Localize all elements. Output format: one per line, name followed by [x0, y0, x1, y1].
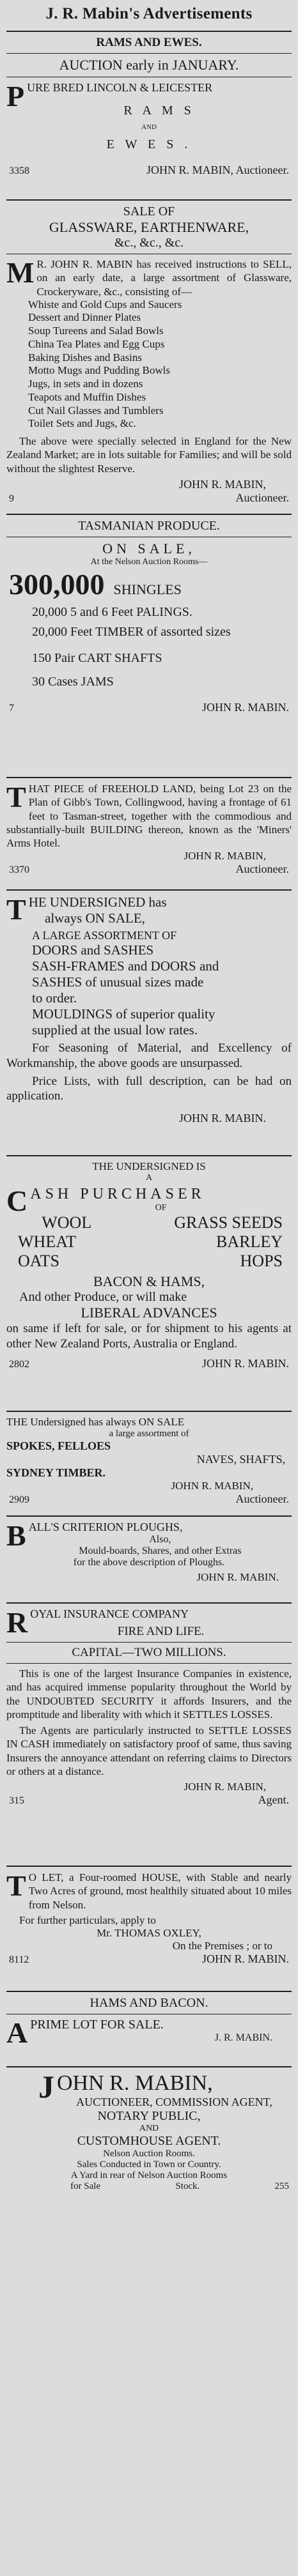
divider	[6, 1155, 292, 1156]
produce-row	[6, 1252, 292, 1271]
ad-text: AND	[141, 123, 157, 131]
divider	[6, 1663, 292, 1664]
ad-number: 2909	[9, 1494, 29, 1505]
ad-hams-bacon	[6, 1996, 292, 2062]
ad-to-let	[6, 1871, 292, 1987]
drop-cap: T	[6, 781, 26, 813]
page-title: J. R. Mabin's Advertisements	[45, 5, 253, 22]
signer: JOHN R. MABIN.	[201, 1356, 289, 1370]
role: Auctioneer.	[235, 862, 289, 876]
ad-text: LIBERAL ADVANCES	[81, 1305, 217, 1321]
ad-text: Nelson Auction Rooms.	[103, 2149, 195, 2159]
role: Auctioneer.	[235, 164, 289, 176]
signer: JOHN R. MABIN.	[201, 1952, 289, 1965]
ad-text: DOORS and SASHES	[32, 942, 154, 958]
ad-text: WOOL	[42, 1213, 92, 1232]
ad-text: CAPITAL—TWO MILLIONS.	[72, 1646, 226, 1659]
ad-doors-sashes	[6, 894, 292, 1151]
ad-text: R. JOHN R. MABIN has received instructions to SELL, on an early date, a large assortment of Glassware, Crockeryware, &c., consisting of—	[36, 258, 292, 298]
ad-number: 8112	[9, 1954, 29, 1965]
ad-royal-insurance	[6, 1607, 292, 1862]
signature	[6, 1952, 292, 1966]
divider	[6, 199, 292, 201]
ad-text: Mr. THOMAS OXLEY,	[97, 1926, 201, 1939]
ad-freehold-land	[6, 782, 292, 885]
ad-text: NOTARY PUBLIC,	[97, 2109, 201, 2123]
ad-number: 315	[9, 1795, 24, 1806]
ad-text: The Agents are particularly instructed to SETTLE LOSSES IN CASH immediately on satisfactory proof of same, thus saving Insurers the annoyance attendant on referring claims to Directors or others at a distance.	[6, 1724, 292, 1777]
ad-text: for the above description of Ploughs.	[73, 1557, 225, 1568]
drop-cap: A	[6, 2016, 28, 2049]
ad-text: A LARGE ASSORTMENT OF	[32, 929, 177, 942]
divider	[6, 1411, 292, 1412]
divider	[6, 53, 292, 54]
ad-text: GRASS SEEDS	[174, 1213, 283, 1232]
ad-text: always ON SALE,	[45, 910, 145, 926]
ad-text: R A M S	[123, 103, 195, 118]
signer: J. R. MABIN.	[214, 2032, 272, 2043]
list-item: Whiste and Gold Cups and Saucers	[28, 298, 182, 310]
role: Auctioneer.	[235, 1492, 289, 1505]
ad-text: 20,000 5 and 6 Feet PALINGS.	[32, 605, 192, 619]
produce-row	[30, 1213, 292, 1232]
item-list	[6, 298, 292, 431]
ad-text: E W E S .	[106, 137, 192, 151]
ad-number: 2802	[9, 1358, 29, 1370]
ad-title: SALE OF	[123, 204, 175, 218]
role: Auctioneer.	[235, 491, 289, 504]
ad-text: 300,000	[9, 568, 105, 601]
ad-text: supplied at the usual low rates.	[32, 1022, 198, 1038]
produce-row	[6, 1232, 292, 1252]
ad-text: ALL'S CRITERION PLOUGHS,	[28, 1521, 183, 1533]
ad-text: SASHES of unusual sizes made	[32, 974, 204, 990]
ad-text: For further particulars, apply to	[19, 1913, 156, 1926]
signer: JOHN R. MABIN.	[196, 1571, 279, 1583]
ad-number: 255	[274, 2181, 289, 2191]
ad-title: GLASSWARE, EARTHENWARE,	[49, 219, 249, 235]
ad-text: PRIME LOT FOR SALE.	[30, 2018, 164, 2032]
divider	[6, 889, 292, 891]
signer: JOHN R. MABIN.	[201, 701, 289, 714]
divider	[6, 777, 292, 778]
signer: JOHN R. MABIN,	[146, 164, 233, 176]
ad-number: 7	[9, 703, 14, 714]
ad-text: The above were specially selected in England for the New Zealand Market; are in lots suitable for Families; and will be sold without the slightest Reserve.	[6, 435, 292, 475]
ad-text: AND	[139, 2124, 159, 2133]
signer: JOHN R. MABIN,	[171, 1480, 253, 1492]
drop-cap: P	[6, 80, 25, 112]
ad-headline: AUCTION early in JANUARY.	[59, 57, 239, 73]
ad-text: At the Nelson Auction Rooms—	[90, 557, 208, 567]
ad-text: 150 Pair CART SHAFTS	[32, 651, 162, 665]
ad-text: OATS	[18, 1252, 60, 1270]
list-item: Soup Tureens and Salad Bowls	[28, 325, 164, 337]
ad-title: TASMANIAN PRODUCE.	[78, 519, 220, 533]
advertisements-column	[6, 0, 292, 2218]
ad-title: HAMS AND BACON.	[90, 1996, 208, 2010]
list-item: Baking Dishes and Basins	[28, 351, 143, 364]
list-item: Toilet Sets and Jugs, &c.	[28, 417, 136, 430]
signature	[6, 1793, 292, 1807]
divider	[6, 2066, 292, 2067]
ad-text: HOPS	[240, 1252, 283, 1270]
list-item: Jugs, in sets and in dozens	[28, 378, 143, 390]
drop-cap: B	[6, 1519, 26, 1552]
drop-cap: R	[6, 1606, 28, 1639]
signer: JOHN R. MABIN,	[184, 1781, 266, 1793]
ad-text: A Yard in rear of Nelson Auction Rooms	[70, 2170, 228, 2181]
ad-cash-purchaser	[6, 1160, 292, 1407]
signature	[6, 1492, 292, 1506]
drop-cap: J	[38, 2069, 54, 2104]
role: Agent.	[258, 1793, 289, 1806]
ad-text: Also,	[149, 1534, 171, 1545]
ad-number: 3358	[9, 165, 29, 176]
ad-text: 30 Cases JAMS	[32, 675, 114, 689]
signature	[6, 701, 292, 714]
ad-text: NAVES, SHAFTS,	[196, 1453, 285, 1466]
ad-text: On the Premises ; or to	[172, 1939, 272, 1952]
ad-text: to order.	[32, 990, 77, 1006]
ad-text: for Sale	[70, 2181, 101, 2191]
signer: JOHN R. MABIN,	[184, 850, 266, 862]
ad-text: This is one of the largest Insurance Companies in existence, and has acquired immense popularity throughout the World by the UNDOUBTED SECURITY it affords Insurers, and the promptitude and liberality with which it SETTLES LOSSES.	[6, 1667, 292, 1721]
ad-glassware	[6, 204, 292, 510]
list-item: China Tea Plates and Egg Cups	[28, 337, 165, 350]
ad-text: CUSTOMHOUSE AGENT.	[77, 2134, 221, 2148]
ad-text: BARLEY	[216, 1232, 283, 1251]
list-item: Cut Nail Glasses and Tumblers	[28, 404, 164, 417]
ad-text: OHN R. MABIN,	[57, 2071, 213, 2095]
list-item: Motto Mugs and Pudding Bowls	[28, 364, 170, 377]
ad-body	[6, 257, 292, 298]
ad-text: URE BRED LINCOLN & LEICESTER	[27, 81, 213, 94]
ad-ploughs	[6, 1521, 292, 1598]
ad-title: &c., &c., &c.	[114, 236, 184, 250]
ad-spokes	[6, 1416, 292, 1512]
list-item: Teapots and Muffin Dishes	[28, 390, 146, 403]
signature	[6, 491, 292, 505]
ad-text: And other Produce, or will make	[19, 1290, 187, 1304]
list-item: Dessert and Dinner Plates	[28, 311, 141, 324]
ad-line	[6, 2181, 292, 2192]
ad-text: on same if left for sale, or for shipment to his agents at other New Zealand Ports, Australia or England.	[6, 1322, 292, 1351]
ad-line	[6, 625, 292, 640]
ad-business-card	[6, 2071, 292, 2218]
ad-text: OYAL INSURANCE COMPANY	[30, 1607, 189, 1620]
ad-title: THE UNDERSIGNED IS	[92, 1160, 206, 1172]
drop-cap: T	[6, 1869, 26, 1902]
ad-text: THE Undersigned has always ON SALE	[6, 1416, 185, 1428]
signature	[6, 164, 292, 177]
ad-text: BACON & HAMS,	[93, 1273, 205, 1289]
ad-text: SYDNEY TIMBER.	[6, 1466, 106, 1479]
ad-text: For Seasoning of Material, and Excellency of Workmanship, the above goods are unsurpassed.	[6, 1041, 292, 1070]
ad-text: MOULDINGS of superior quality	[32, 1006, 216, 1022]
ad-text: SPOKES, FELLOES	[6, 1439, 111, 1452]
signer: JOHN R. MABIN,	[178, 477, 266, 491]
divider	[6, 31, 292, 32]
ad-text: AUCTIONEER, COMMISSION AGENT,	[76, 2096, 272, 2108]
ad-text: Price Lists, with full description, can be had on application.	[6, 1074, 292, 1103]
ad-text: Sales Conducted in Town or Country.	[77, 2159, 221, 2170]
ad-text: HAT PIECE of FREEHOLD LAND, being Lot 23 on the Plan of Gibb's Town, Collingwood, having a frontage of 61 feet to Tasman-street, together with the commodious and substantially-built BUILDING thereon, known as the 'Miners' Arms Hotel.	[6, 783, 292, 849]
ad-text: OF	[155, 1203, 167, 1213]
ad-text: ASH PURCHASER	[30, 1186, 205, 1202]
ad-text: Stock.	[175, 2181, 200, 2191]
divider	[6, 1515, 292, 1517]
ad-tasmanian-produce	[6, 519, 292, 773]
ad-number: 3370	[9, 864, 29, 876]
ad-text: SASH-FRAMES and DOORS and	[32, 958, 219, 974]
signer: JOHN R. MABIN.	[178, 1112, 266, 1124]
divider	[6, 1866, 292, 1867]
drop-cap: M	[6, 256, 35, 289]
ad-body	[6, 1871, 292, 1912]
ad-text: 20,000 Feet	[32, 625, 93, 639]
ad-text: Mould-boards, Shares, and other Extras	[79, 1545, 242, 1556]
ad-title: RAMS AND EWES.	[96, 36, 202, 49]
divider	[6, 1602, 292, 1604]
ad-body	[6, 782, 292, 850]
ad-text: TIMBER of assorted sizes	[95, 625, 231, 639]
ad-text: a large assortment of	[109, 1429, 189, 1439]
divider	[6, 1991, 292, 1992]
ad-text: SHINGLES	[113, 581, 182, 597]
ad-text: O LET, a Four-roomed HOUSE, with Stable and nearly Two Acres of ground, most healthily situated about 10 miles from Nelson.	[28, 1871, 292, 1911]
ad-rams-ewes	[6, 36, 292, 195]
ad-text: A	[145, 1173, 153, 1183]
big-row	[6, 567, 292, 601]
drop-cap: C	[6, 1184, 28, 1217]
divider	[6, 1642, 292, 1643]
ad-text: WHEAT	[18, 1232, 76, 1251]
signature	[6, 1357, 292, 1370]
ad-text: FIRE AND LIFE.	[117, 1625, 205, 1638]
ad-number: 9	[9, 493, 14, 504]
divider	[6, 514, 292, 515]
drop-cap: T	[6, 893, 26, 926]
signature	[6, 862, 292, 876]
ad-text: ON SALE,	[102, 540, 196, 556]
ad-text: HE UNDERSIGNED has	[28, 894, 167, 910]
